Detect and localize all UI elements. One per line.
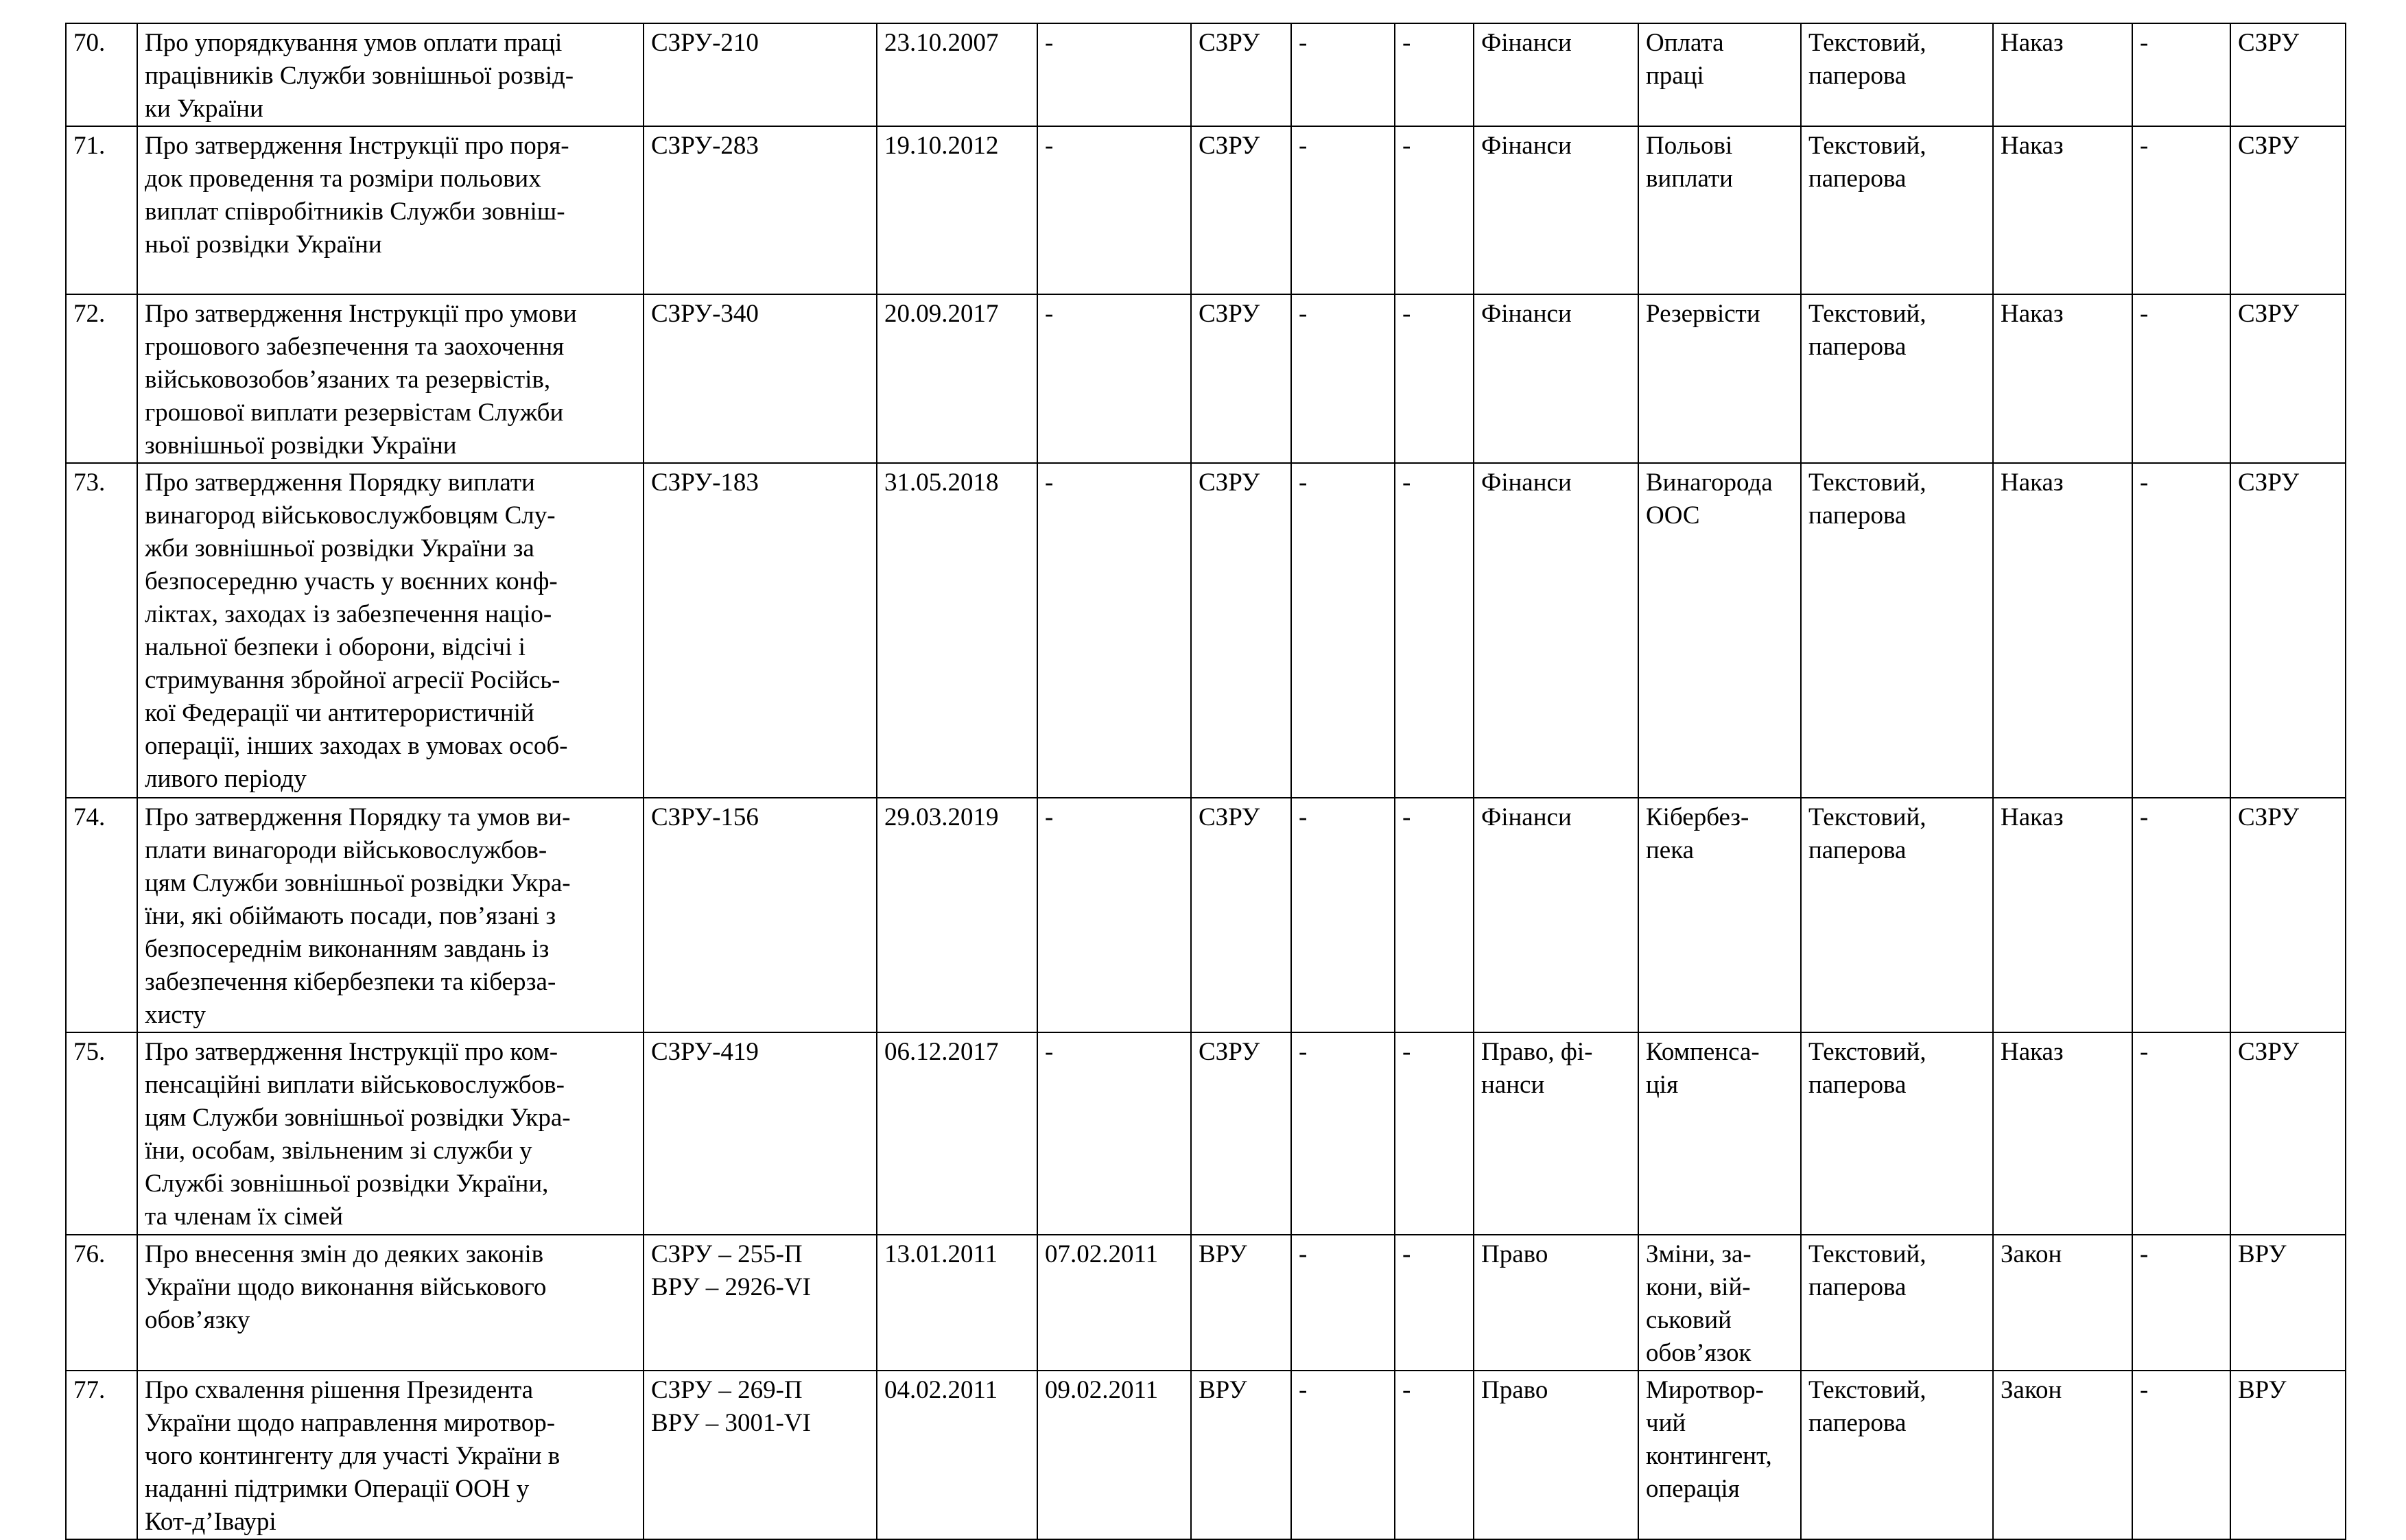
cell-subject: Оплата праці: [1638, 23, 1801, 126]
cell-doc-type: Закон: [1993, 1235, 2132, 1371]
cell-title: Про упорядкування умов оплати праці працівників Служби зовнішньої розвід- ки України: [137, 23, 644, 126]
cell-category: Фінанси: [1474, 463, 1638, 798]
table-row: [66, 463, 2346, 798]
cell-doc-type: Наказ: [1993, 463, 2132, 798]
cell-date-adopted: 20.09.2017: [877, 294, 1037, 463]
cell-owner: СЗРУ: [2230, 23, 2346, 126]
cell-code: СЗРУ-340: [644, 294, 877, 463]
cell-date-adopted: 04.02.2011: [877, 1371, 1037, 1539]
cell-col7: -: [1291, 798, 1395, 1032]
cell-code: СЗРУ-283: [644, 126, 877, 294]
cell-format: Текстовий, паперова: [1801, 1032, 1993, 1235]
cell-doc-type: Наказ: [1993, 798, 2132, 1032]
cell-col7: -: [1291, 23, 1395, 126]
cell-col13: -: [2132, 1235, 2230, 1371]
cell-date-adopted: 23.10.2007: [877, 23, 1037, 126]
cell-title: Про затвердження Порядку виплати винагород військовослужбовцям Слу- жби зовнішньої розвідки України за безпосередню участь у воєнних конф- ліктах, заходах із забезпечення націо- нальної безпеки і оборони, відсічі і стримування збройної агресії Російсь- кої Федерації чи антитерористичній операції, інших заходах в умовах особ- ливого періоду: [137, 463, 644, 798]
cell-col7: -: [1291, 294, 1395, 463]
cell-doc-type: Наказ: [1993, 1032, 2132, 1235]
cell-col13: -: [2132, 463, 2230, 798]
cell-code: СЗРУ-156: [644, 798, 877, 1032]
cell-title: Про затвердження Інструкції про поря- док проведення та розміри польових виплат співробітників Служби зовніш- ньої розвідки України: [137, 126, 644, 294]
cell-doc-type: Закон: [1993, 1371, 2132, 1539]
cell-number: 73.: [66, 463, 137, 798]
cell-col8: -: [1395, 23, 1474, 126]
cell-issuer: СЗРУ: [1191, 126, 1291, 294]
cell-subject: Кібербез- пека: [1638, 798, 1801, 1032]
cell-col8: -: [1395, 798, 1474, 1032]
cell-owner: СЗРУ: [2230, 1032, 2346, 1235]
cell-date-adopted: 31.05.2018: [877, 463, 1037, 798]
table-row: [66, 798, 2346, 1032]
cell-number: 71.: [66, 126, 137, 294]
cell-col7: -: [1291, 463, 1395, 798]
cell-category: Право: [1474, 1371, 1638, 1539]
cell-title: Про затвердження Інструкції про умови грошового забезпечення та заохочення військовозобов’язаних та резервістів, грошової виплати резервістам Служби зовнішньої розвідки України: [137, 294, 644, 463]
cell-owner: ВРУ: [2230, 1371, 2346, 1539]
cell-number: 77.: [66, 1371, 137, 1539]
cell-format: Текстовий, паперова: [1801, 463, 1993, 798]
cell-col7: -: [1291, 126, 1395, 294]
cell-col8: -: [1395, 126, 1474, 294]
cell-date-published: -: [1037, 463, 1191, 798]
cell-col13: -: [2132, 1032, 2230, 1235]
cell-format: Текстовий, паперова: [1801, 1371, 1993, 1539]
cell-issuer: СЗРУ: [1191, 798, 1291, 1032]
document-registry-table: [65, 23, 2346, 1540]
cell-col7: -: [1291, 1235, 1395, 1371]
cell-number: 74.: [66, 798, 137, 1032]
cell-number: 72.: [66, 294, 137, 463]
table-row: [66, 23, 2346, 126]
cell-col13: -: [2132, 23, 2230, 126]
cell-category: Фінанси: [1474, 23, 1638, 126]
cell-subject: Компенса- ція: [1638, 1032, 1801, 1235]
cell-issuer: ВРУ: [1191, 1371, 1291, 1539]
cell-col8: -: [1395, 1371, 1474, 1539]
cell-col8: -: [1395, 1235, 1474, 1371]
cell-issuer: СЗРУ: [1191, 463, 1291, 798]
cell-code: СЗРУ – 255-П ВРУ – 2926-VI: [644, 1235, 877, 1371]
cell-date-published: -: [1037, 1032, 1191, 1235]
cell-format: Текстовий, паперова: [1801, 126, 1993, 294]
cell-code: СЗРУ-419: [644, 1032, 877, 1235]
cell-title: Про схвалення рішення Президента України щодо направлення миротвор- чого контингенту для участі України в наданні підтримки Операції ООН у Кот-д’Іваурі: [137, 1371, 644, 1539]
cell-owner: ВРУ: [2230, 1235, 2346, 1371]
cell-date-published: 07.02.2011: [1037, 1235, 1191, 1371]
cell-category: Фінанси: [1474, 294, 1638, 463]
cell-owner: СЗРУ: [2230, 463, 2346, 798]
cell-col13: -: [2132, 294, 2230, 463]
cell-doc-type: Наказ: [1993, 126, 2132, 294]
cell-issuer: СЗРУ: [1191, 23, 1291, 126]
cell-date-published: -: [1037, 798, 1191, 1032]
cell-doc-type: Наказ: [1993, 294, 2132, 463]
cell-category: Фінанси: [1474, 126, 1638, 294]
cell-date-published: -: [1037, 294, 1191, 463]
cell-category: Фінанси: [1474, 798, 1638, 1032]
cell-format: Текстовий, паперова: [1801, 1235, 1993, 1371]
cell-number: 76.: [66, 1235, 137, 1371]
cell-date-adopted: 06.12.2017: [877, 1032, 1037, 1235]
cell-title: Про внесення змін до деяких законів України щодо виконання військового обов’язку: [137, 1235, 644, 1371]
cell-number: 70.: [66, 23, 137, 126]
cell-issuer: СЗРУ: [1191, 1032, 1291, 1235]
cell-subject: Резервісти: [1638, 294, 1801, 463]
cell-subject: Миротвор- чий контингент, операція: [1638, 1371, 1801, 1539]
cell-date-published: -: [1037, 23, 1191, 126]
cell-format: Текстовий, паперова: [1801, 294, 1993, 463]
cell-issuer: СЗРУ: [1191, 294, 1291, 463]
cell-format: Текстовий, паперова: [1801, 798, 1993, 1032]
cell-col8: -: [1395, 294, 1474, 463]
cell-code: СЗРУ-183: [644, 463, 877, 798]
cell-issuer: ВРУ: [1191, 1235, 1291, 1371]
cell-date-adopted: 13.01.2011: [877, 1235, 1037, 1371]
cell-col8: -: [1395, 1032, 1474, 1235]
cell-col13: -: [2132, 126, 2230, 294]
cell-col7: -: [1291, 1032, 1395, 1235]
cell-date-adopted: 19.10.2012: [877, 126, 1037, 294]
table-row: [66, 126, 2346, 294]
cell-col13: -: [2132, 798, 2230, 1032]
cell-title: Про затвердження Інструкції про ком- пенсаційні виплати військовослужбов- цям Служби зовнішньої розвідки Укра- їни, особам, звільненим зі служби у Службі зовнішньої розвідки України, та членам їх сімей: [137, 1032, 644, 1235]
cell-col7: -: [1291, 1371, 1395, 1539]
cell-col13: -: [2132, 1371, 2230, 1539]
cell-owner: СЗРУ: [2230, 798, 2346, 1032]
cell-category: Право: [1474, 1235, 1638, 1371]
cell-col8: -: [1395, 463, 1474, 798]
table-row: [66, 1371, 2346, 1539]
cell-subject: Зміни, за- кони, вій- ськовий обов’язок: [1638, 1235, 1801, 1371]
cell-code: СЗРУ-210: [644, 23, 877, 126]
cell-title: Про затвердження Порядку та умов ви- плати винагороди військовослужбов- цям Служби зовнішньої розвідки Укра- їни, які обіймають посади, пов’язані з безпосереднім виконанням завдань із забезпечення кібербезпеки та кіберза- хисту: [137, 798, 644, 1032]
registry-body: [66, 23, 2346, 1539]
table-row: [66, 294, 2346, 463]
table-row: [66, 1032, 2346, 1235]
cell-date-published: -: [1037, 126, 1191, 294]
table-row: [66, 1235, 2346, 1371]
cell-owner: СЗРУ: [2230, 294, 2346, 463]
cell-subject: Винагорода ООС: [1638, 463, 1801, 798]
cell-doc-type: Наказ: [1993, 23, 2132, 126]
cell-owner: СЗРУ: [2230, 126, 2346, 294]
cell-subject: Польові виплати: [1638, 126, 1801, 294]
cell-date-adopted: 29.03.2019: [877, 798, 1037, 1032]
cell-number: 75.: [66, 1032, 137, 1235]
cell-format: Текстовий, паперова: [1801, 23, 1993, 126]
cell-date-published: 09.02.2011: [1037, 1371, 1191, 1539]
cell-code: СЗРУ – 269-П ВРУ – 3001-VI: [644, 1371, 877, 1539]
cell-category: Право, фі- нанси: [1474, 1032, 1638, 1235]
